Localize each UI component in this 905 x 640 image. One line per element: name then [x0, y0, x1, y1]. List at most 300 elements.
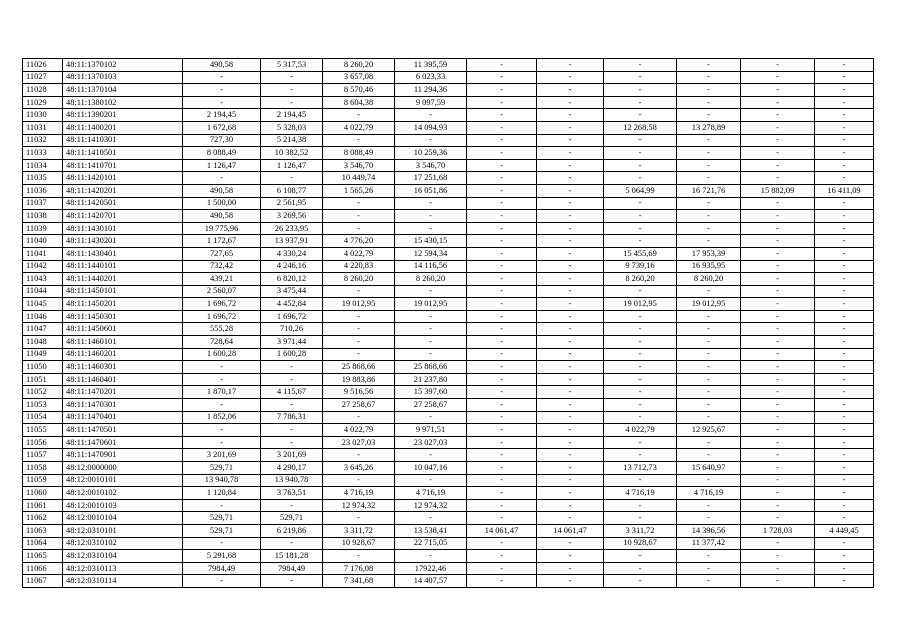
- table-cell: -: [815, 436, 874, 449]
- table-row: [23, 147, 874, 160]
- table-cell: -: [467, 197, 537, 210]
- table-cell: 14 407,57: [395, 575, 467, 588]
- table-cell: -: [815, 121, 874, 134]
- table-row: [23, 361, 874, 374]
- table-cell: -: [604, 109, 677, 122]
- table-cell: 11030: [23, 109, 63, 122]
- table-cell: -: [183, 399, 261, 412]
- table-cell: -: [815, 235, 874, 248]
- table-row: [23, 235, 874, 248]
- table-cell: -: [323, 348, 395, 361]
- table-cell: -: [677, 550, 741, 563]
- table-cell: -: [467, 159, 537, 172]
- table-cell: 490,58: [183, 59, 261, 72]
- table-cell: -: [741, 235, 815, 248]
- table-cell: 6 108,77: [261, 184, 323, 197]
- table-cell: 48:11:1430201: [63, 235, 183, 248]
- table-cell: 11026: [23, 59, 63, 72]
- table-cell: -: [261, 361, 323, 374]
- table-cell: 13 278,89: [677, 121, 741, 134]
- table-cell: 48:12:0010104: [63, 512, 183, 525]
- table-cell: 8 088,49: [183, 147, 261, 160]
- table-cell: 10 928,67: [323, 537, 395, 550]
- table-cell: -: [604, 323, 677, 336]
- table-cell: -: [815, 348, 874, 361]
- table-cell: -: [395, 348, 467, 361]
- table-cell: -: [741, 134, 815, 147]
- table-row: [23, 247, 874, 260]
- table-cell: -: [537, 121, 604, 134]
- table-cell: 4 022,79: [323, 247, 395, 260]
- table-cell: -: [537, 273, 604, 286]
- table-cell: 1 696,72: [261, 310, 323, 323]
- table-cell: 16 935,95: [677, 260, 741, 273]
- table-cell: 48:11:1370102: [63, 59, 183, 72]
- table-cell: -: [183, 537, 261, 550]
- table-cell: 710,26: [261, 323, 323, 336]
- table-cell: -: [815, 159, 874, 172]
- table-cell: 4 716,19: [677, 487, 741, 500]
- table-cell: -: [815, 210, 874, 223]
- table-cell: -: [677, 361, 741, 374]
- table-cell: 11029: [23, 96, 63, 109]
- table-cell: 728,64: [183, 336, 261, 349]
- table-cell: 11027: [23, 71, 63, 84]
- table-cell: -: [537, 487, 604, 500]
- table-cell: -: [604, 222, 677, 235]
- table-cell: 8 260,20: [604, 273, 677, 286]
- table-cell: 727,65: [183, 247, 261, 260]
- table-cell: 15 455,69: [604, 247, 677, 260]
- table-cell: -: [815, 424, 874, 437]
- table-cell: -: [467, 474, 537, 487]
- table-cell: -: [467, 361, 537, 374]
- table-cell: -: [537, 197, 604, 210]
- table-cell: -: [261, 499, 323, 512]
- table-cell: -: [741, 424, 815, 437]
- table-cell: 11061: [23, 499, 63, 512]
- table-cell: 11048: [23, 336, 63, 349]
- table-cell: -: [741, 487, 815, 500]
- table-cell: -: [467, 273, 537, 286]
- table-row: [23, 323, 874, 336]
- table-cell: -: [467, 109, 537, 122]
- table-cell: 4 330,24: [261, 247, 323, 260]
- table-cell: -: [467, 298, 537, 311]
- table-cell: 48:11:1470601: [63, 436, 183, 449]
- table-cell: -: [323, 109, 395, 122]
- table-cell: 17 953,39: [677, 247, 741, 260]
- table-cell: -: [537, 310, 604, 323]
- table-cell: 48:11:1420701: [63, 210, 183, 223]
- table-cell: 15 181,28: [261, 550, 323, 563]
- table-cell: 48:12:0010103: [63, 499, 183, 512]
- table-cell: -: [741, 222, 815, 235]
- table-cell: 11058: [23, 462, 63, 475]
- table-cell: 1 870,17: [183, 386, 261, 399]
- table-cell: 12 268,58: [604, 121, 677, 134]
- table-cell: 6 023,33: [395, 71, 467, 84]
- table-cell: 48:11:1450201: [63, 298, 183, 311]
- table-cell: -: [537, 399, 604, 412]
- table-cell: -: [323, 411, 395, 424]
- table-cell: -: [677, 59, 741, 72]
- table-cell: 3 269,56: [261, 210, 323, 223]
- table-cell: 11059: [23, 474, 63, 487]
- table-cell: -: [537, 96, 604, 109]
- table-cell: -: [261, 399, 323, 412]
- table-cell: 5 328,03: [261, 121, 323, 134]
- table-cell: 3 546,70: [323, 159, 395, 172]
- table-cell: -: [604, 399, 677, 412]
- table-cell: -: [537, 537, 604, 550]
- table-cell: 27 258,67: [395, 399, 467, 412]
- table-cell: -: [677, 235, 741, 248]
- table-row: [23, 184, 874, 197]
- table-cell: 48:11:1440201: [63, 273, 183, 286]
- table-cell: -: [395, 512, 467, 525]
- table-cell: 13 940,78: [261, 474, 323, 487]
- table-cell: -: [537, 285, 604, 298]
- table-cell: -: [815, 373, 874, 386]
- table-cell: -: [604, 348, 677, 361]
- table-cell: 10 259,36: [395, 147, 467, 160]
- table-cell: 7 176,08: [323, 562, 395, 575]
- table-cell: 11045: [23, 298, 63, 311]
- table-cell: -: [261, 96, 323, 109]
- table-cell: -: [537, 348, 604, 361]
- table-cell: -: [741, 499, 815, 512]
- table-cell: -: [741, 109, 815, 122]
- table-cell: -: [261, 373, 323, 386]
- table-cell: 3 311,72: [604, 524, 677, 537]
- table-cell: -: [467, 575, 537, 588]
- table-row: [23, 487, 874, 500]
- table-cell: -: [677, 436, 741, 449]
- table-cell: -: [604, 361, 677, 374]
- table-cell: -: [741, 310, 815, 323]
- table-cell: -: [537, 512, 604, 525]
- table-cell: -: [537, 159, 604, 172]
- table-cell: 19 012,95: [395, 298, 467, 311]
- table-cell: 9 971,51: [395, 424, 467, 437]
- table-cell: -: [183, 424, 261, 437]
- table-row: [23, 109, 874, 122]
- table-cell: 4 290,17: [261, 462, 323, 475]
- table-cell: 48:11:1400201: [63, 121, 183, 134]
- table-cell: -: [815, 134, 874, 147]
- table-cell: -: [677, 71, 741, 84]
- table-row: [23, 462, 874, 475]
- table-cell: -: [741, 550, 815, 563]
- table-row: [23, 562, 874, 575]
- table-cell: 48:12:0310113: [63, 562, 183, 575]
- table-cell: -: [537, 71, 604, 84]
- table-row: [23, 96, 874, 109]
- table-cell: -: [741, 336, 815, 349]
- table-cell: -: [467, 71, 537, 84]
- table-row: [23, 172, 874, 185]
- table-cell: 12 974,32: [323, 499, 395, 512]
- table-row: [23, 399, 874, 412]
- table-cell: -: [323, 550, 395, 563]
- table-cell: 3 763,51: [261, 487, 323, 500]
- table-cell: 3 201,69: [261, 449, 323, 462]
- table-cell: 1 600,28: [261, 348, 323, 361]
- table-cell: -: [467, 121, 537, 134]
- table-cell: -: [395, 134, 467, 147]
- table-row: [23, 348, 874, 361]
- table-cell: -: [604, 197, 677, 210]
- table-cell: 4 716,19: [604, 487, 677, 500]
- table-cell: -: [323, 310, 395, 323]
- table-cell: 10 382,52: [261, 147, 323, 160]
- table-cell: 11050: [23, 361, 63, 374]
- table-cell: 25 868,66: [323, 361, 395, 374]
- table-cell: -: [604, 285, 677, 298]
- table-cell: 11040: [23, 235, 63, 248]
- table-cell: -: [537, 336, 604, 349]
- table-cell: 3 311,72: [323, 524, 395, 537]
- table-cell: -: [537, 109, 604, 122]
- table-cell: -: [604, 436, 677, 449]
- table-cell: -: [677, 499, 741, 512]
- table-cell: -: [323, 210, 395, 223]
- table-cell: 1 696,72: [183, 310, 261, 323]
- table-cell: -: [183, 71, 261, 84]
- table-row: [23, 134, 874, 147]
- table-cell: -: [677, 336, 741, 349]
- table-cell: 48:11:1460101: [63, 336, 183, 349]
- table-cell: 13 937,91: [261, 235, 323, 248]
- table-cell: 16 051,86: [395, 184, 467, 197]
- table-cell: 13 712,73: [604, 462, 677, 475]
- table-row: [23, 222, 874, 235]
- table-cell: -: [604, 562, 677, 575]
- table-cell: 48:12:0310102: [63, 537, 183, 550]
- table-cell: 1 852,06: [183, 411, 261, 424]
- table-row: [23, 386, 874, 399]
- table-cell: -: [815, 59, 874, 72]
- table-cell: -: [741, 449, 815, 462]
- table-cell: -: [741, 273, 815, 286]
- table-cell: 529,71: [183, 512, 261, 525]
- table-cell: -: [604, 373, 677, 386]
- table-cell: 48:11:1410501: [63, 147, 183, 160]
- table-cell: -: [677, 310, 741, 323]
- table-cell: -: [537, 386, 604, 399]
- table-cell: -: [323, 512, 395, 525]
- table-cell: 2 560,07: [183, 285, 261, 298]
- table-cell: -: [604, 575, 677, 588]
- table-row: [23, 550, 874, 563]
- table-cell: 490,58: [183, 184, 261, 197]
- table-cell: 48:11:1380102: [63, 96, 183, 109]
- table-cell: -: [604, 59, 677, 72]
- table-cell: -: [395, 323, 467, 336]
- table-row: [23, 260, 874, 273]
- table-cell: 48:11:1450301: [63, 310, 183, 323]
- table-cell: 11028: [23, 84, 63, 97]
- table-cell: -: [604, 172, 677, 185]
- table-cell: 11 294,36: [395, 84, 467, 97]
- table-row: [23, 210, 874, 223]
- table-cell: -: [537, 361, 604, 374]
- table-cell: 11031: [23, 121, 63, 134]
- table-cell: -: [815, 323, 874, 336]
- table-cell: -: [604, 210, 677, 223]
- table-cell: -: [537, 373, 604, 386]
- table-cell: -: [261, 84, 323, 97]
- table-cell: -: [604, 71, 677, 84]
- table-cell: -: [183, 84, 261, 97]
- table-cell: -: [467, 310, 537, 323]
- table-cell: -: [467, 550, 537, 563]
- table-cell: -: [467, 210, 537, 223]
- table-cell: -: [677, 109, 741, 122]
- table-cell: 8 604,38: [323, 96, 395, 109]
- table-cell: 48:11:1460201: [63, 348, 183, 361]
- table-cell: 22 715,05: [395, 537, 467, 550]
- table-cell: -: [677, 449, 741, 462]
- table-cell: 8 260,20: [323, 273, 395, 286]
- table-cell: 3 971,44: [261, 336, 323, 349]
- table-cell: 48:11:1430101: [63, 222, 183, 235]
- table-cell: 11047: [23, 323, 63, 336]
- table-cell: 9 739,16: [604, 260, 677, 273]
- table-cell: -: [741, 159, 815, 172]
- table-cell: -: [815, 310, 874, 323]
- table-cell: 10 449,74: [323, 172, 395, 185]
- table-cell: 1 672,68: [183, 121, 261, 134]
- table-cell: -: [537, 462, 604, 475]
- table-cell: -: [395, 550, 467, 563]
- table-cell: -: [537, 210, 604, 223]
- table-cell: -: [741, 373, 815, 386]
- table-cell: 48:12:0310114: [63, 575, 183, 588]
- table-cell: -: [815, 222, 874, 235]
- table-cell: -: [677, 373, 741, 386]
- table-cell: -: [183, 373, 261, 386]
- table-cell: -: [183, 172, 261, 185]
- table-row: [23, 121, 874, 134]
- table-cell: -: [395, 210, 467, 223]
- table-cell: 11065: [23, 550, 63, 563]
- table-cell: -: [677, 575, 741, 588]
- table-cell: 439,21: [183, 273, 261, 286]
- table-cell: 1 172,67: [183, 235, 261, 248]
- table-cell: 1 565,26: [323, 184, 395, 197]
- table-cell: 4 776,20: [323, 235, 395, 248]
- table-cell: 11038: [23, 210, 63, 223]
- table-cell: -: [604, 159, 677, 172]
- table-cell: -: [261, 424, 323, 437]
- table-cell: -: [395, 411, 467, 424]
- table-cell: -: [815, 84, 874, 97]
- table-cell: -: [677, 210, 741, 223]
- table-cell: -: [815, 298, 874, 311]
- table-cell: -: [467, 172, 537, 185]
- table-cell: -: [604, 310, 677, 323]
- table-cell: -: [677, 159, 741, 172]
- table-cell: 23 027,03: [395, 436, 467, 449]
- table-cell: 3 645,26: [323, 462, 395, 475]
- table-cell: 21 237,80: [395, 373, 467, 386]
- table-cell: -: [395, 222, 467, 235]
- table-cell: -: [815, 197, 874, 210]
- table-cell: 3 546,70: [395, 159, 467, 172]
- table-cell: -: [323, 449, 395, 462]
- table-row: [23, 512, 874, 525]
- table-cell: -: [537, 184, 604, 197]
- table-cell: 2 194,45: [261, 109, 323, 122]
- table-cell: 4 716,19: [323, 487, 395, 500]
- table-cell: 11063: [23, 524, 63, 537]
- table-cell: 3 201,69: [183, 449, 261, 462]
- table-cell: -: [183, 361, 261, 374]
- table-cell: 11060: [23, 487, 63, 500]
- table-cell: -: [323, 336, 395, 349]
- table-cell: -: [741, 247, 815, 260]
- table-cell: -: [467, 336, 537, 349]
- table-cell: 11043: [23, 273, 63, 286]
- table-cell: -: [815, 247, 874, 260]
- table-cell: -: [604, 96, 677, 109]
- table-cell: -: [537, 247, 604, 260]
- table-cell: -: [537, 172, 604, 185]
- table-cell: -: [677, 474, 741, 487]
- table-cell: -: [677, 562, 741, 575]
- table-cell: -: [815, 562, 874, 575]
- table-cell: -: [395, 336, 467, 349]
- table-cell: -: [604, 499, 677, 512]
- table-cell: -: [395, 449, 467, 462]
- table-cell: 9 516,56: [323, 386, 395, 399]
- table-row: [23, 310, 874, 323]
- table-cell: 25 868,66: [395, 361, 467, 374]
- table-cell: 4 449,45: [815, 524, 874, 537]
- table-cell: -: [604, 512, 677, 525]
- table-cell: -: [467, 285, 537, 298]
- table-row: [23, 449, 874, 462]
- table-cell: -: [741, 147, 815, 160]
- table-cell: -: [815, 575, 874, 588]
- table-cell: 8 570,46: [323, 84, 395, 97]
- table-cell: -: [604, 449, 677, 462]
- table-cell: -: [537, 298, 604, 311]
- table-cell: -: [604, 235, 677, 248]
- table-row: [23, 474, 874, 487]
- table-cell: -: [741, 323, 815, 336]
- table-cell: -: [604, 386, 677, 399]
- table-cell: -: [467, 462, 537, 475]
- table-cell: 727,30: [183, 134, 261, 147]
- table-cell: 5 214,38: [261, 134, 323, 147]
- table-cell: -: [537, 436, 604, 449]
- table-cell: 1 126,47: [261, 159, 323, 172]
- table-cell: -: [395, 285, 467, 298]
- table-cell: -: [815, 474, 874, 487]
- table-cell: 11033: [23, 147, 63, 160]
- data-table: [22, 58, 874, 588]
- table-cell: -: [537, 134, 604, 147]
- table-cell: -: [467, 424, 537, 437]
- table-row: [23, 71, 874, 84]
- table-cell: 1 120,84: [183, 487, 261, 500]
- table-cell: -: [323, 474, 395, 487]
- table-cell: -: [537, 84, 604, 97]
- table-cell: -: [741, 474, 815, 487]
